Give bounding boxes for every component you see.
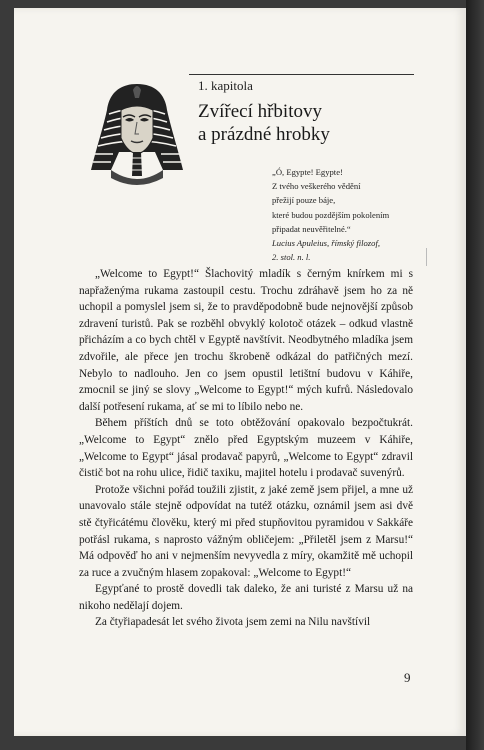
paragraph: Egypťané to prostě dovedli tak daleko, že ani turisté z Marsu už na nikoho nedělají dojem. — [79, 583, 413, 612]
chapter-title — [198, 100, 418, 146]
epigraph-line: Z tvého veškerého vědění — [272, 181, 361, 192]
paragraph: „Welcome to Egypt!“ Šlachovitý mladík s černým knírkem mi s napřaženýma rukama zastoupil cestu. Trochu zdráhavě jsem ho za ně uchopil a pomyslel jsem si, že to pravděpodobně bude nejnovější způsob zdravení turistů. Pak se rozběhl obvyklý kolotoč otázek – odkud vlastně přicházím a co bych chtěl v Egyptě navštívit. Neodbytného mladíka jsem zdvořile, ale přece jen trochu škrobeně odkázal do patřičných mezí. Nebylo to nadlouho. Jen co jsem opustil letištní budovu v Káhiře, zmocnil se jiný se slovy „Welcome to Egypt!“ mých kufrů. Následovalo další potřesení rukama, ať se mi to líbilo nebo ne. — [79, 268, 413, 413]
epigraph-line: které budou pozdějším pokolením — [272, 209, 390, 220]
chapter-title-line: Zvířecí hřbitovy — [198, 101, 322, 122]
margin-mark — [426, 248, 427, 266]
chapter-number: 1. kapitola — [198, 78, 253, 93]
pharaoh-mask-icon — [89, 80, 185, 188]
paragraph: Za čtyřiapadesát let svého života jsem zemi na Nilu navštívil — [95, 616, 371, 629]
epigraph-line: připadat neuvěřitelné.“ — [272, 223, 351, 234]
book-cover-edge — [466, 0, 484, 750]
body-text — [79, 266, 413, 631]
header-rule — [189, 74, 414, 75]
epigraph-line: „Ó, Egypte! Egypte! — [272, 167, 343, 177]
chapter-title-line: a prázdné hrobky — [198, 124, 330, 145]
epigraph-line: přežijí pouze báje, — [272, 195, 336, 206]
epigraph — [272, 165, 422, 264]
book-page — [14, 8, 466, 736]
page-number: 9 — [404, 670, 411, 685]
paragraph: Během příštích dnů se toto obtěžování opakovalo bezpočtukrát. „Welcome to Egypt“ znělo před Egyptským muzeem v Káhiře, „Welcome to Egypt“ jásal prodavač papyrů, „Welcome to Egypt“ zdravil čistič bot na rohu ulice, řidič taxiku, majitel hotelu i prodavač suvenýrů. — [79, 417, 413, 480]
epigraph-source: Lucius Apuleius, římský filozof, — [272, 238, 380, 249]
paragraph: Protože všichni pořád toužili zjistit, z jaké země jsem přijel, a mne už unavovalo stále stejně odpovídat na tutéž otázku, oznámil jsem asi dvě stě čtyřicátému člověku, který mi před stupňovitou pyramidou v Sakkáře potřásl rukama, s naprosto vážným obličejem: „Přiletěl jsem z Marsu!“ Má odpověď ho ani v nejmenším nevyvedla z míry, okamžitě mě uchopil za ruce a zvučným hlasem zopakoval: „Welcome to Egypt!“ — [79, 483, 413, 579]
epigraph-source: 2. stol. n. l. — [272, 252, 311, 263]
